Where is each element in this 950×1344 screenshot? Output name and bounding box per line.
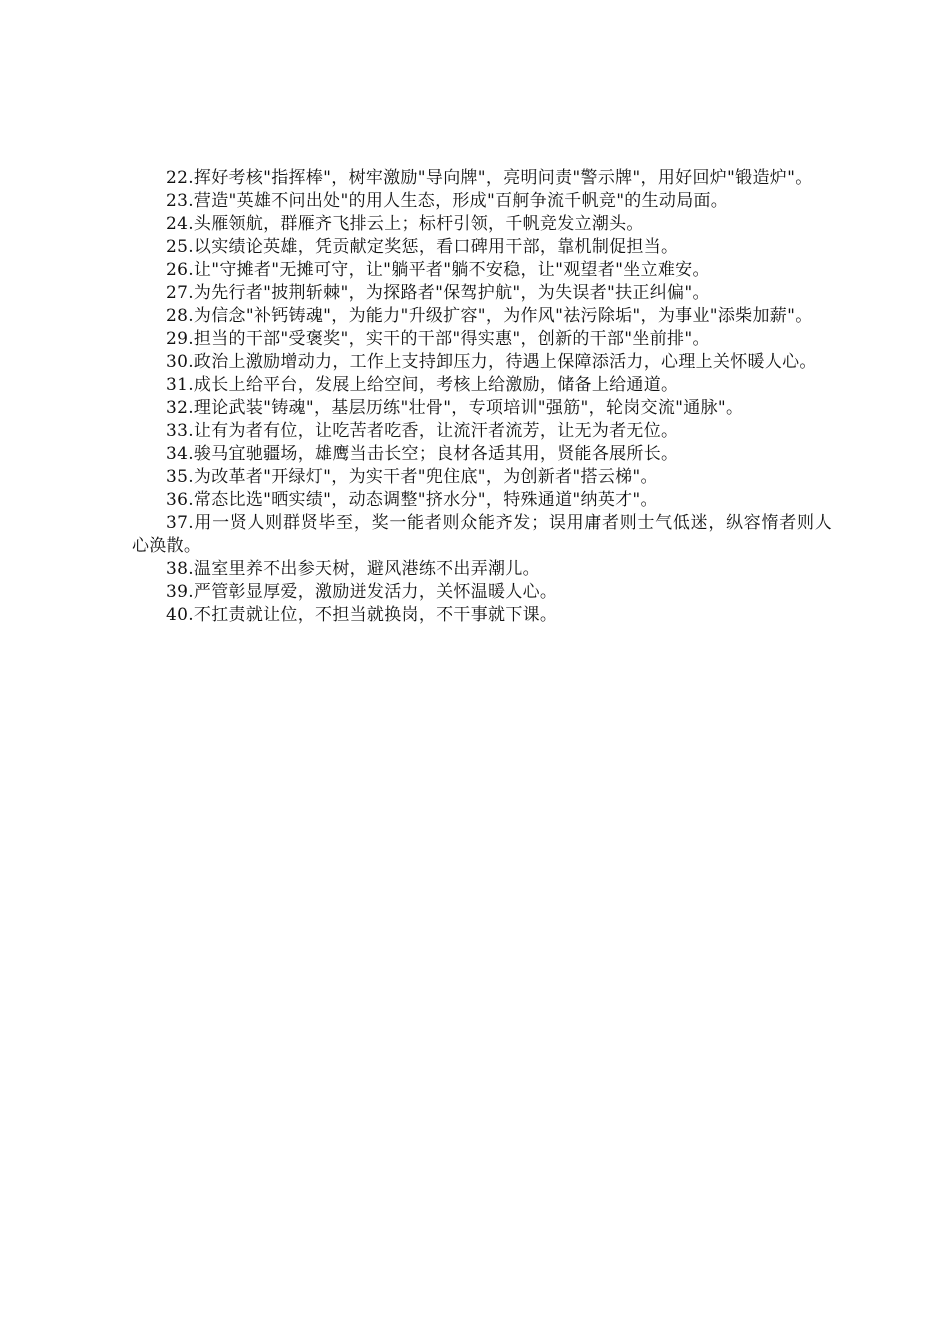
list-item: 40.不扛责就让位，不担当就换岗，不干事就下课。: [166, 605, 558, 625]
list-item: 30.政治上激励增动力，工作上支持卸压力，待遇上保障添活力，心理上关怀暖人心。: [166, 352, 817, 372]
list-item: 34.骏马宜驰疆场，雄鹰当击长空；良材各适其用，贤能各展所长。: [166, 444, 679, 464]
list-item: 39.严管彰显厚爱，激励迸发活力，关怀温暖人心。: [166, 582, 558, 602]
list-item: 36.常态比选"晒实绩"，动态调整"挤水分"，特殊通道"纳英才"。: [166, 490, 658, 510]
list-item: 24.头雁领航，群雁齐飞排云上；标杆引领，千帆竞发立潮头。: [166, 214, 644, 234]
list-item: 27.为先行者"披荆斩棘"，为探路者"保驾护航"，为失误者"扶正纠偏"。: [166, 283, 710, 303]
list-item: 37.用一贤人则群贤毕至，奖一能者则众能齐发；误用庸者则士气低迷，纵容惰者则人心涣散。: [132, 513, 832, 556]
list-item: 32.理论武装"铸魂"，基层历练"壮骨"，专项培训"强筋"，轮岗交流"通脉"。: [166, 398, 744, 418]
document-body: [132, 167, 832, 627]
list-item: 22.挥好考核"指挥棒"，树牢激励"导向牌"，亮明问责"警示牌"，用好回炉"锻造炉"。: [166, 168, 813, 188]
list-item: 25.以实绩论英雄，凭贡献定奖惩，看口碑用干部，靠机制促担当。: [166, 237, 679, 257]
list-item: 33.让有为者有位，让吃苦者吃香，让流汗者流芳，让无为者无位。: [166, 421, 679, 441]
list-item: 38.温室里养不出参天树，避风港练不出弄潮儿。: [166, 559, 540, 579]
list-item: 31.成长上给平台，发展上给空间，考核上给激励，储备上给通道。: [166, 375, 679, 395]
list-item: 26.让"守摊者"无摊可守，让"躺平者"躺不安稳，让"观望者"坐立难安。: [166, 260, 710, 280]
list-item: 23.营造"英雄不问出处"的用人生态，形成"百舸争流千帆竞"的生动局面。: [166, 191, 729, 211]
list-item: 35.为改革者"开绿灯"，为实干者"兜住底"，为创新者"搭云梯"。: [166, 467, 658, 487]
list-item: 28.为信念"补钙铸魂"，为能力"升级扩容"，为作风"祛污除垢"，为事业"添柴加薪"。: [166, 306, 813, 326]
list-item: 29.担当的干部"受褒奖"，实干的干部"得实惠"，创新的干部"坐前排"。: [166, 329, 710, 349]
